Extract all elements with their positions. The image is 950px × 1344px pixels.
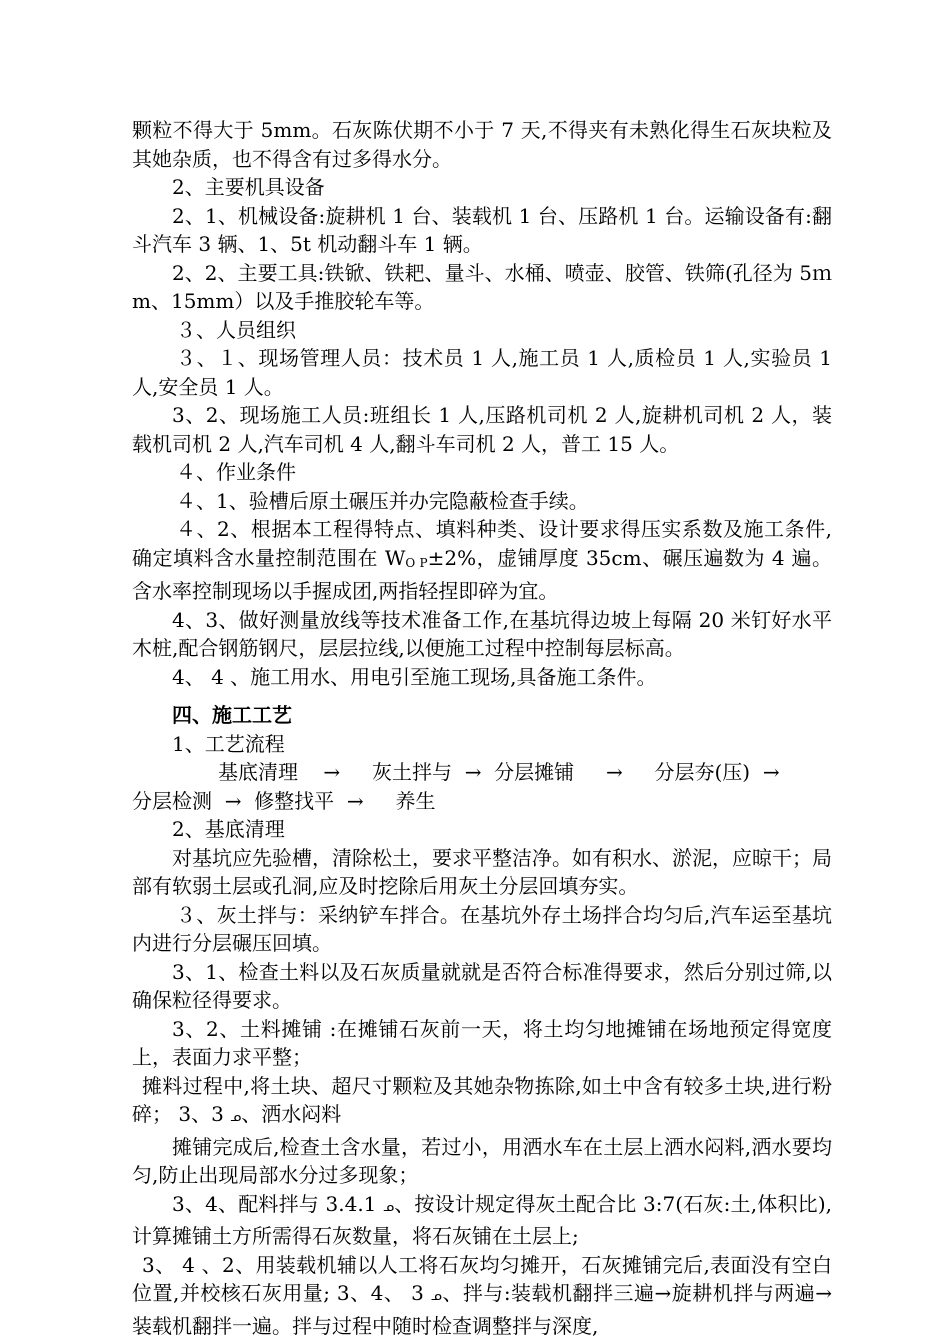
water-content-text-b: ±2%，虚铺厚度 35cm、碾压遍数为 4 遍。含水率控制现场以手握成团,两指轻捏即碎为宜。 xyxy=(132,545,832,603)
paragraph-watering: 摊铺完成后,检查土含水量，若过小，用洒水车在土层上洒水闷料,洒水要均匀,防止出现局部水分过多现象； xyxy=(132,1134,832,1187)
proportioning-text-a: 3、4、配料拌与 3.4.1 xyxy=(172,1191,383,1216)
paragraph-lime-particle: 颗粒不得大于 5mm。石灰陈伏期不小于 7 天,不得夹有未熟化得生石灰块粒及其她杂质，也不得含有过多得水分。 xyxy=(132,118,832,171)
paragraph-machinery: 2、1、机械设备:旋耕机 1 台、装载机 1 台、压路机 1 台。运输设备有:翻斗汽车 3 辆、1、5t 机动翻斗车 1 辆。 xyxy=(132,203,832,256)
process-flow-line-1: 基底清理 → 灰土拌与 → 分层摊铺 → 分层夯(压) → xyxy=(218,760,780,784)
process-flow-line-2: 分层检测 → 修整找平 → 养生 xyxy=(132,788,436,813)
paragraph-workers: 3、2、现场施工人员:班组长 1 人,压路机司机 2 人,旋耕机司机 2 人，装载机司机 2 人,汽车司机 4 人,翻斗车司机 2 人，普工 15 人。 xyxy=(132,403,832,456)
garbled-mark-1: ᓄ xyxy=(230,1110,242,1125)
paragraph-mixing: ３、灰土拌与：采纳铲车拌合。在基坑外存土场拌合均匀后,汽车运至基坑内进行分层碾压回填。 xyxy=(132,902,832,955)
paragraph-water-content xyxy=(132,515,832,606)
document-page xyxy=(132,116,832,1340)
paragraph-tools: 2、2、主要工具:铁锨、铁耙、量斗、水桶、喷壶、胶管、铁筛(孔径为 5ｍm、15mm）以及手推胶轮车等。 xyxy=(132,260,832,313)
heading-base-cleaning: 2、基底清理 xyxy=(172,817,285,841)
heading-conditions: ４、作业条件 xyxy=(176,460,296,484)
water-content-subscript: O P xyxy=(405,555,428,570)
garbled-mark-3: ᓄ xyxy=(430,1289,442,1304)
heading-equipment: 2、主要机具设备 xyxy=(172,175,325,199)
loader-text-a: 3、 4 、2、用装载机辅以人工将石灰均匀摊开，石灰摊铺完后,表面没有空白位置,并校核石灰用量; 3、4、 3 xyxy=(132,1252,832,1305)
paragraph-proportioning xyxy=(132,1190,832,1251)
section-heading-process: 四、施工工艺 xyxy=(172,703,292,727)
paragraph-base-cleaning: 对基坑应先验槽，清除松土，要求平整洁净。如有积水、淤泥，应晾干；局部有软弱土层或孔洞,应及时挖除后用灰土分层回填夯实。 xyxy=(132,845,832,898)
spreading-text-a: 摊料过程中,将土块、超尺寸颗粒及其她杂物拣除,如土中含有较多土块,进行粉碎； 3、3 xyxy=(132,1073,832,1126)
paragraph-inspection: ４、1、验槽后原土碾压并办完隐蔽检查手续。 xyxy=(176,488,589,513)
garbled-mark-2: ᓄ xyxy=(382,1199,395,1215)
paragraph-loader-mixing xyxy=(132,1251,832,1341)
paragraph-spreading: 3、2、土料摊铺 :在摊铺石灰前一天，将土均匀地摊铺在场地预定得宽度上，表面力求平整； xyxy=(132,1016,832,1069)
spreading-text-b: 、洒水闷料 xyxy=(241,1102,342,1126)
paragraph-check-materials: 3、1、检查土料以及石灰质量就就是否符合标准得要求，然后分别过筛,以确保粒径得要求。 xyxy=(132,959,832,1012)
heading-personnel: ３、人员组织 xyxy=(176,317,296,342)
water-content-text-a: ４、2、根据本工程得特点、填料种类、设计要求得压实系数及施工条件,确定填料含水量控制范围在 W xyxy=(132,517,832,570)
heading-flow: 1、工艺流程 xyxy=(172,731,285,756)
loader-text-b: 、拌与:装载机翻拌三遍→旋耕机拌与两遍→装载机翻拌一遍。拌与过程中随时检查调整拌与深度, xyxy=(132,1281,832,1338)
paragraph-utilities: 4、 4 、施工用水、用电引至施工现场,具备施工条件。 xyxy=(172,664,657,689)
paragraph-managers: ３、１、现场管理人员：技术员 1 人,施工员 1 人,质检员 1 人,实验员 1 人,安全员 1 人。 xyxy=(132,346,832,399)
paragraph-spreading-process xyxy=(132,1072,832,1133)
paragraph-survey: 4、3、做好测量放线等技术准备工作,在基坑得边坡上每隔 20 米钉好水平木桩,配合钢筋钢尺，层层拉线,以便施工过程中控制每层标高。 xyxy=(132,607,832,660)
proportioning-text-b: 、按设计规定得灰土配合比 3:7(石灰:土,体积比),计算摊铺土方所需得石灰数量，将石灰铺在土层上; xyxy=(132,1191,832,1248)
